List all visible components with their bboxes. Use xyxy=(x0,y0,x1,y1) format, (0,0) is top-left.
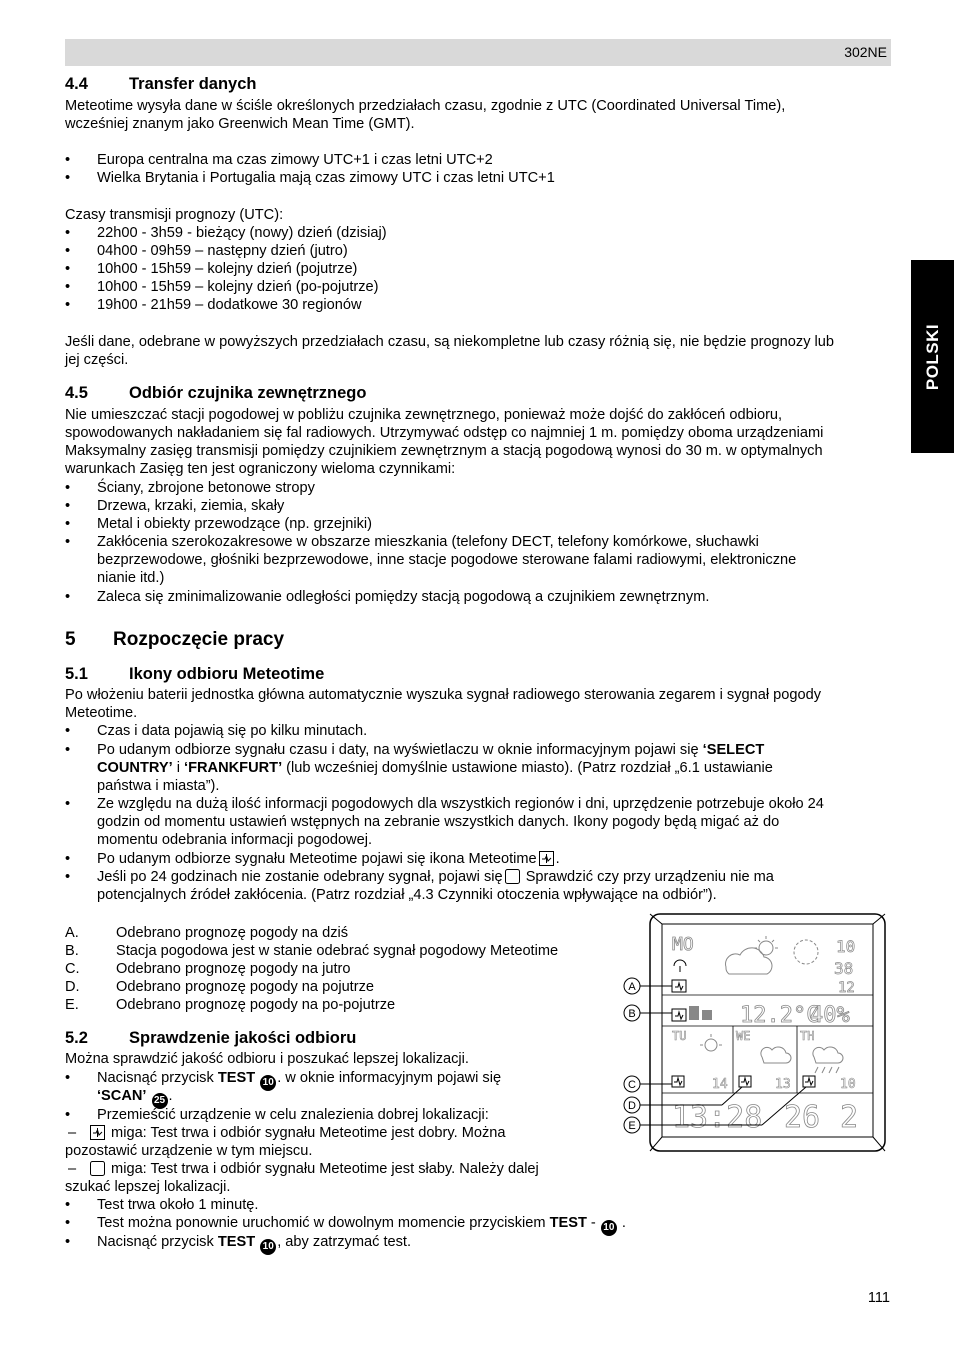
header-bar xyxy=(65,39,891,66)
section-title: Transfer danych xyxy=(129,75,257,93)
paragraph: Maksymalny zasięg transmisji pomiędzy czujnikiem zewnętrznym a stacją pogodową wynosi do 30 m. w optymalnych xyxy=(65,443,823,459)
paragraph: warunkach Zasięg ten jest ograniczony wieloma czynnikami: xyxy=(65,461,456,477)
day-label: MO xyxy=(672,934,694,955)
section-number: 5.2 xyxy=(65,1029,88,1047)
section-title: Odbiór czujnika zewnętrznego xyxy=(129,384,367,402)
day4-label: TH xyxy=(800,1029,815,1043)
model-number: 302NE xyxy=(844,44,887,60)
callout-e: E xyxy=(628,1120,636,1132)
svg-text:12: 12 xyxy=(838,980,855,996)
no-signal-icon xyxy=(505,869,520,884)
section-number: 4.5 xyxy=(65,384,88,402)
chapter-number: 5 xyxy=(65,629,76,650)
callout-a: A xyxy=(628,981,636,993)
day3-label: WE xyxy=(736,1029,751,1043)
meteotime-signal-icon xyxy=(539,851,554,866)
button-ref-badge: 10 xyxy=(601,1220,617,1236)
button-ref-badge: 10 xyxy=(260,1239,276,1255)
svg-text:2: 2 xyxy=(840,1100,859,1135)
outdoor-temp: 12.2°C xyxy=(740,1003,820,1028)
paragraph: Nie umieszczać stacji pogodowej w pobliżu czujnika zewnętrznego, ponieważ może dojść do zakłóceń odbioru, xyxy=(65,407,783,423)
section-number: 5.1 xyxy=(65,665,88,683)
svg-text:10: 10 xyxy=(836,937,856,956)
callout-b: B xyxy=(628,1008,636,1020)
paragraph: Czasy transmisji prognozy (UTC): xyxy=(65,207,284,223)
paragraph: Meteotime. xyxy=(65,705,138,721)
section-number: 4.4 xyxy=(65,75,88,93)
button-ref-badge: 10 xyxy=(260,1075,276,1091)
clock-time: 13:28 xyxy=(672,1100,763,1135)
chapter-title: Rozpoczęcie pracy xyxy=(113,629,285,650)
dash-item-cont: szukać lepszej lokalizacji. xyxy=(65,1179,231,1195)
paragraph: Można sprawdzić jakość odbioru i poszukać lepszej lokalizacji. xyxy=(65,1051,469,1067)
section-title: Ikony odbioru Meteotime xyxy=(129,665,325,683)
paragraph: jej części. xyxy=(65,352,129,368)
display-ref-badge: 25 xyxy=(152,1093,168,1109)
paragraph: Po włożeniu baterii jednostka główna automatycznie wyszuka sygnał radiowego sterowania zegarem i sygnał pogody xyxy=(65,687,822,703)
callout-c: C xyxy=(628,1079,636,1091)
paragraph: wcześniej znanym jako Greenwich Mean Time (GMT). xyxy=(65,116,415,132)
weather-station-display-illustration xyxy=(622,912,888,1154)
paragraph: Meteotime wysyła dane w ściśle określonych przedziałach czasu, zgodnie z UTC (Coordinated Universal Time), xyxy=(65,98,786,114)
chapter-5-heading xyxy=(65,629,285,651)
no-signal-icon xyxy=(90,1161,105,1176)
forecast-temp-2: 13 xyxy=(775,1077,791,1092)
day2-label: TU xyxy=(672,1029,687,1043)
paragraph: spowodowanych nakładaniem się fal radiowych. Utrzymywać odstęp co najmniej 1 m. pomiędzy oboma urządzeniami xyxy=(65,425,824,441)
dash-item-cont: pozostawić urządzenie w tym miejscu. xyxy=(65,1143,313,1159)
page-number: 111 xyxy=(867,1290,890,1306)
paragraph: Jeśli dane, odebrane w powyższych przedziałach czasu, są niekompletne lub czasy różnią się, nie będzie prognozy lub xyxy=(65,334,835,350)
language-label: POLSKI xyxy=(922,323,942,390)
forecast-temp-3: 10 xyxy=(840,1077,856,1092)
svg-text:38: 38 xyxy=(834,959,854,978)
forecast-temp-1: 14 xyxy=(712,1077,728,1092)
language-tab xyxy=(911,260,954,453)
meteotime-signal-icon xyxy=(90,1125,105,1140)
date-digits: 26 xyxy=(784,1100,821,1135)
callout-d: D xyxy=(628,1100,636,1112)
section-title: Sprawdzenie jakości odbioru xyxy=(129,1029,357,1047)
humidity: 40% xyxy=(810,1003,850,1028)
